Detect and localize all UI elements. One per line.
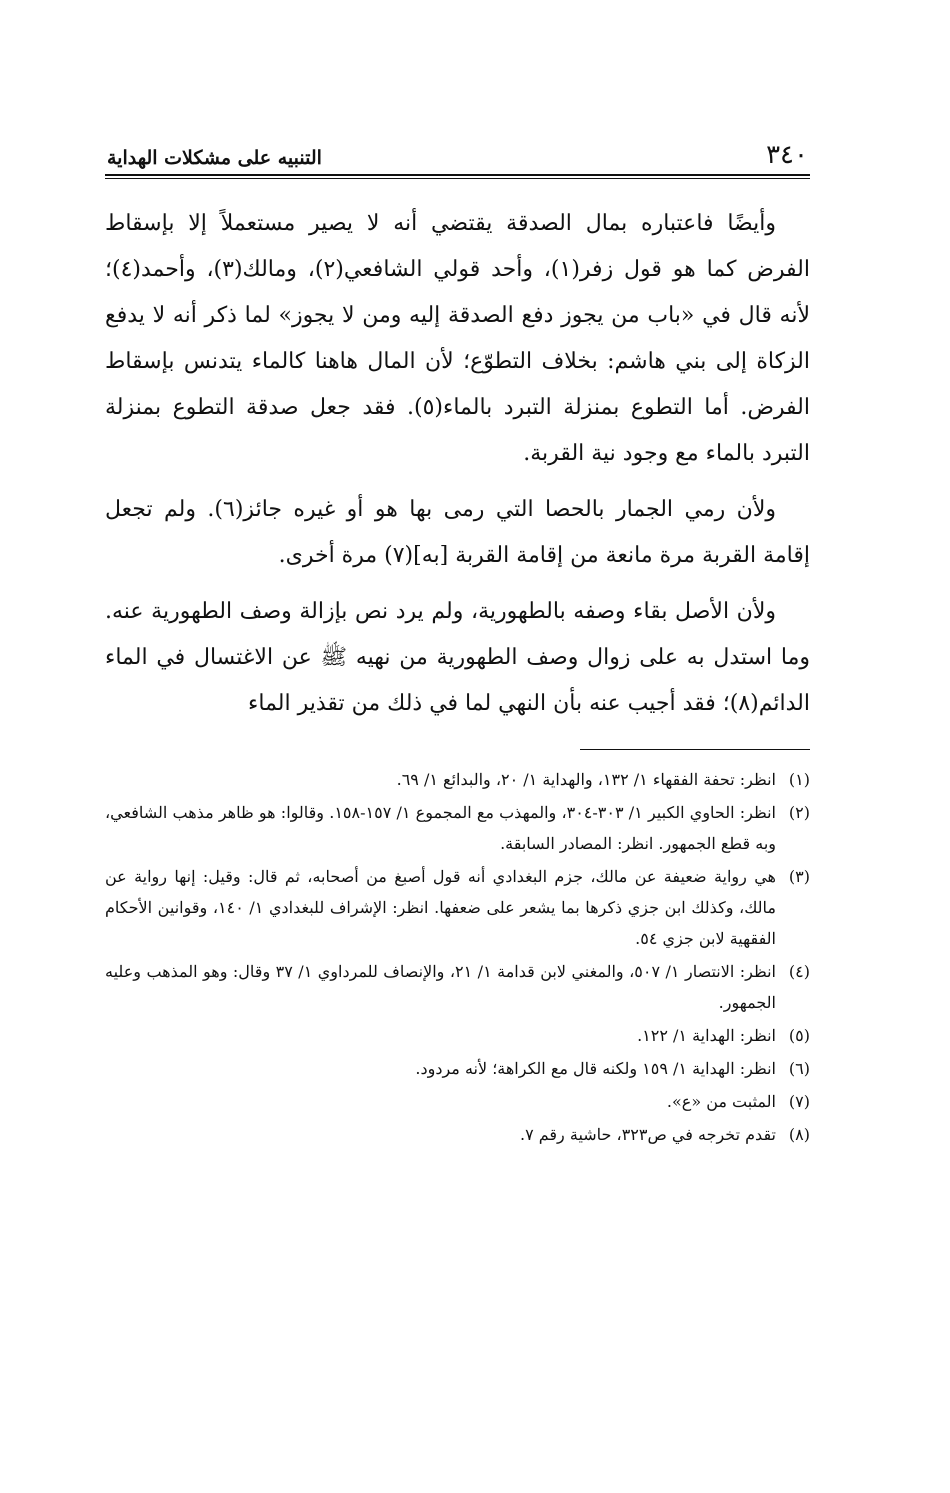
footnotes-list — [105, 764, 810, 1150]
page-number: ٣٤٠ — [766, 140, 808, 170]
footnote — [105, 797, 810, 859]
book-page — [105, 128, 810, 1152]
footnote-number: (١) — [788, 770, 810, 789]
footnote — [105, 956, 810, 1018]
footnote — [105, 1086, 810, 1117]
footnote-text: انظر: تحفة الفقهاء ١/ ١٣٢، والهداية ١/ ٢٠، والبدائع ١/ ٦٩. — [396, 770, 776, 789]
footnote — [105, 1053, 810, 1084]
footnote-number: (٣) — [788, 867, 810, 886]
main-text — [105, 201, 810, 727]
footnote-text: انظر: الهداية ١/ ١٢٢. — [637, 1026, 776, 1045]
footnote — [105, 764, 810, 795]
paragraph: ولأن الأصل بقاء وصفه بالطهورية، ولم يرد نص بإزالة وصف الطهورية عنه. وما استدل به على زوال وصف الطهورية من نهيه ﷺ عن الاغتسال في الماء الدائم(٨)؛ فقد أجيب عنه بأن النهي لما في ذلك من تقذير الماء — [105, 599, 810, 716]
footnote-text: انظر: الانتصار ١/ ٥٠٧، والمغني لابن قدامة ١/ ٢١، والإنصاف للمرداوي ١/ ٣٧ وقال: وهو المذهب وعليه الجمهور. — [105, 962, 776, 1012]
footnote — [105, 1119, 810, 1150]
running-title: التنبيه على مشكلات الهداية — [107, 147, 322, 169]
footnote-number: (٨) — [788, 1125, 810, 1144]
header-divider — [105, 174, 810, 179]
footnote-text: انظر: الحاوي الكبير ١/ ٣٠٣-٣٠٤، والمهذب مع المجموع ١/ ١٥٧-١٥٨. وقالوا: هو ظاهر مذهب الشافعي، وبه قطع الجمهور. انظر: المصادر السابقة. — [105, 803, 777, 853]
footnote-text: تقدم تخرجه في ص٣٢٣، حاشية رقم ٧. — [519, 1125, 776, 1144]
footnote-text: المثبت من «ع». — [666, 1092, 776, 1111]
footnote-number: (٦) — [788, 1059, 810, 1078]
footnote-divider — [580, 749, 810, 750]
footnote-number: (٥) — [788, 1026, 810, 1045]
paragraph: وأيضًا فاعتباره بمال الصدقة يقتضي أنه لا يصير مستعملاً إلا بإسقاط الفرض كما هو قول زفر(١)، وأحد قولي الشافعي(٢)، ومالك(٣)، وأحمد(٤)؛ لأنه قال في «باب من يجوز دفع الصدقة إليه ومن لا يجوز» لما ذكر أنه لا يدفع الزكاة إلى بني هاشم: بخلاف التطوّع؛ لأن المال هاهنا كالماء يتدنس بإسقاط الفرض. أما التطوع بمنزلة التبرد بالماء(٥). فقد جعل صدقة التطوع بمنزلة التبرد بالماء مع وجود نية القربة. — [105, 211, 810, 466]
footnote-text: هي رواية ضعيفة عن مالك، جزم البغدادي أنه قول أصبغ من أصحابه، ثم قال: وقيل: إنها رواية عن مالك، وكذلك ابن جزي ذكرها بما يشعر على ضعفها. انظر: الإشراف للبغدادي ١/ ١٤٠، وقوانين الأحكام الفقهية لابن جزي ٥٤. — [105, 867, 776, 948]
footnote — [105, 861, 810, 954]
footnote-number: (٢) — [788, 803, 810, 822]
footnote — [105, 1020, 810, 1051]
paragraph: ولأن رمي الجمار بالحصا التي رمى بها هو أو غيره جائز(٦). ولم تجعل إقامة القربة مرة مانعة من إقامة القربة [به](٧) مرة أخرى. — [105, 497, 810, 568]
footnote-text: انظر: الهداية ١/ ١٥٩ ولكنه قال مع الكراهة؛ لأنه مردود. — [415, 1059, 776, 1078]
footnote-number: (٤) — [788, 962, 810, 981]
footnote-number: (٧) — [788, 1092, 810, 1111]
page-header — [105, 128, 810, 174]
